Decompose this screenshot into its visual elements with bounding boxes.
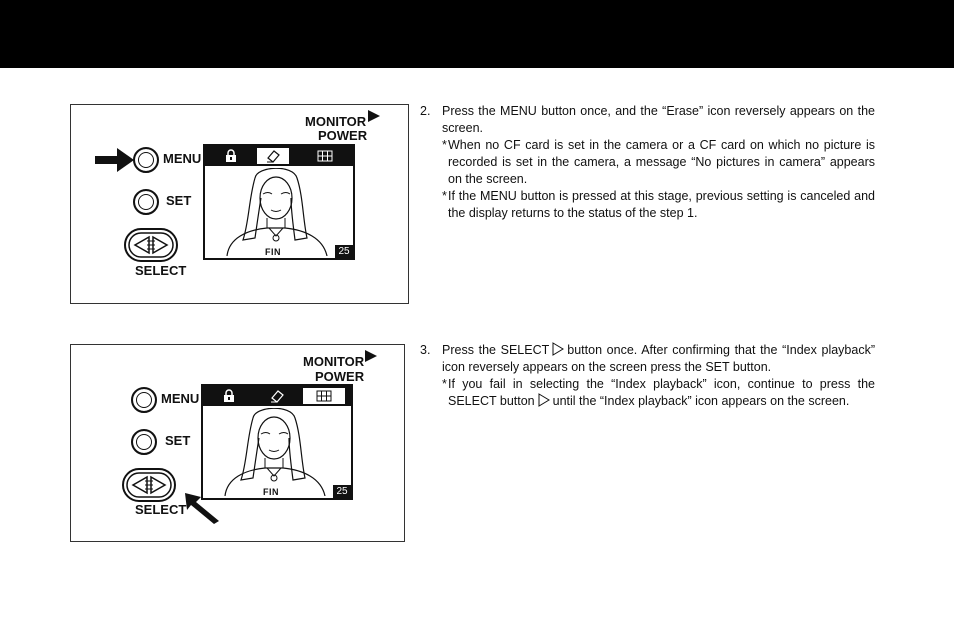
erase-icon bbox=[261, 388, 293, 404]
index-playback-icon bbox=[303, 388, 345, 404]
step3-text-b: button once. After confirming that the “Index playback” icon reversely appears on the screen press the SET button. bbox=[442, 343, 875, 374]
select-label: SELECT bbox=[135, 263, 187, 278]
step2-note2 bbox=[420, 188, 875, 222]
step2-instructions bbox=[420, 103, 875, 222]
step-number: 2. bbox=[420, 104, 431, 118]
step3-instructions bbox=[420, 342, 875, 410]
pointer-arrow-icon bbox=[95, 147, 135, 173]
lcd-menu-tabs bbox=[203, 386, 351, 406]
quality-label: FIN bbox=[263, 487, 279, 497]
portrait-image bbox=[207, 168, 351, 256]
set-button bbox=[131, 429, 157, 455]
note-marker: * bbox=[442, 138, 447, 152]
monitor-arrow-icon bbox=[367, 109, 381, 123]
header-bar bbox=[0, 0, 954, 68]
set-label: SET bbox=[166, 193, 192, 208]
portrait-image bbox=[205, 408, 349, 496]
menu-label: MENU bbox=[163, 151, 202, 166]
power-label: POWER bbox=[315, 369, 365, 384]
camera-diagram-step3 bbox=[70, 344, 405, 542]
protect-icon bbox=[213, 388, 245, 404]
power-label: POWER bbox=[318, 128, 368, 143]
menu-button bbox=[133, 147, 159, 173]
note-text: When no CF card is set in the camera or a CF card on which no picture is recorded is set in the camera, a message “No pictures in camera” appears on the screen. bbox=[448, 138, 875, 186]
lcd-screen bbox=[203, 144, 355, 260]
quality-label: FIN bbox=[265, 247, 281, 257]
monitor-arrow-icon bbox=[364, 349, 378, 363]
index-playback-icon bbox=[309, 148, 341, 164]
step2-text: Press the MENU button once, and the “Erase” icon reversely appears on the screen. bbox=[442, 104, 875, 135]
note-marker: * bbox=[442, 189, 447, 203]
step3-text-a: Press the SELECT bbox=[442, 343, 550, 357]
note-text-b: until the “Index playback” icon appears on the screen. bbox=[552, 394, 850, 408]
erase-icon bbox=[257, 148, 289, 164]
select-right-arrow-icon bbox=[552, 342, 564, 356]
set-label: SET bbox=[165, 433, 191, 448]
protect-icon bbox=[215, 148, 247, 164]
lcd-screen bbox=[201, 384, 353, 500]
set-button bbox=[133, 189, 159, 215]
monitor-label: MONITOR bbox=[303, 354, 365, 369]
step-number: 3. bbox=[420, 343, 431, 357]
step2-note1 bbox=[420, 137, 875, 188]
select-right-arrow-icon bbox=[538, 393, 550, 407]
note-text: If the MENU button is pressed at this stage, previous setting is canceled and the display returns to the status of the step 1. bbox=[448, 189, 875, 220]
menu-label: MENU bbox=[161, 391, 200, 406]
lcd-menu-tabs bbox=[205, 146, 353, 166]
note-text-a: If you fail in selecting the “Index playback” icon, continue to press the SELECT button bbox=[448, 377, 875, 408]
note-marker: * bbox=[442, 377, 447, 391]
step2-paragraph bbox=[420, 103, 875, 137]
select-button bbox=[123, 227, 181, 263]
select-label: SELECT bbox=[135, 502, 187, 517]
frame-number: 25 bbox=[335, 245, 353, 258]
menu-button bbox=[131, 387, 157, 413]
monitor-label: MONITOR bbox=[305, 114, 367, 129]
select-button bbox=[121, 467, 179, 503]
camera-diagram-step2 bbox=[70, 104, 409, 304]
frame-number: 25 bbox=[333, 485, 351, 498]
step3-note1 bbox=[420, 376, 875, 410]
step3-paragraph bbox=[420, 342, 875, 376]
